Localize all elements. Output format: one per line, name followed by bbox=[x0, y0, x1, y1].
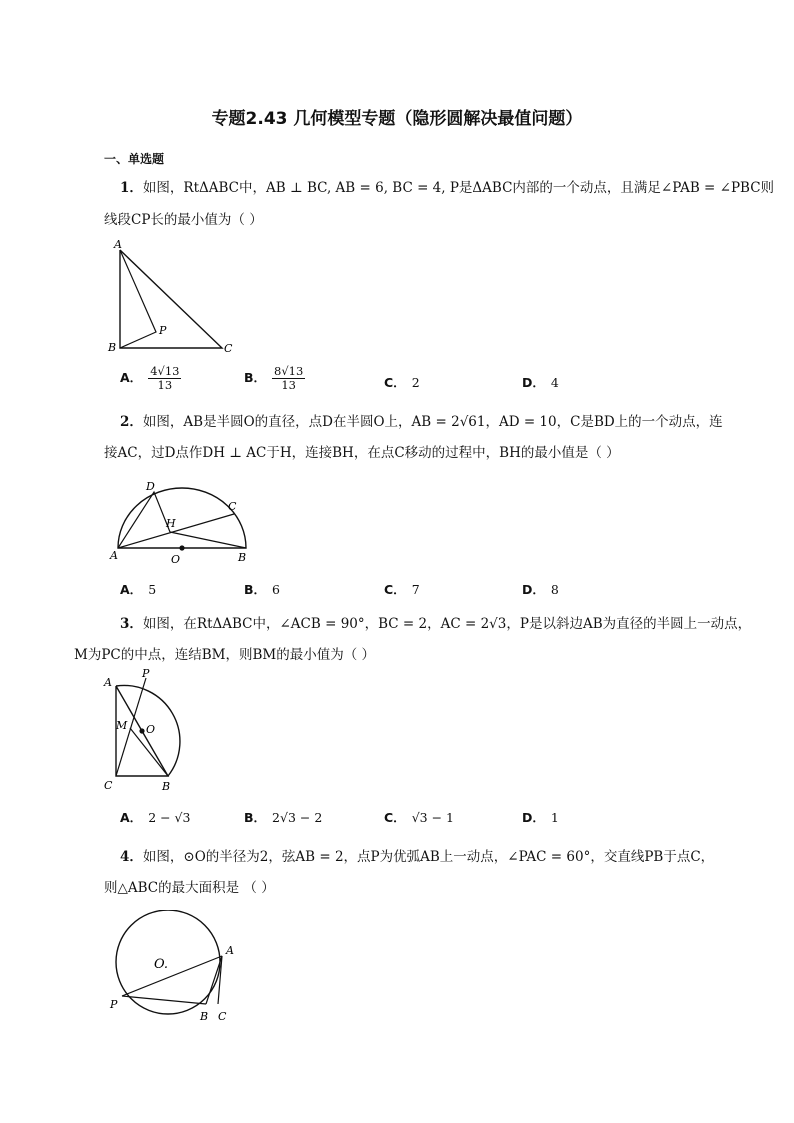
q3-option-b[interactable]: B． 2√3 − 2 bbox=[244, 810, 323, 825]
q4-line1 bbox=[120, 845, 714, 865]
q4-label-o: O. bbox=[154, 957, 169, 972]
q4-label-c: C bbox=[218, 1010, 227, 1023]
q3-label-o: O bbox=[146, 723, 156, 736]
q1-figure bbox=[100, 236, 250, 358]
q2-option-c[interactable]: C． 7 bbox=[384, 582, 420, 597]
q4-label-b: B bbox=[200, 1010, 209, 1023]
q1-text-line1: 如图，RtΔABC中，AB ⊥ BC, AB = 6, BC = 4, P是ΔABC内部的一个动点，且满足∠PAB = ∠PBC则 bbox=[142, 180, 775, 196]
q1-segments-ap-bp bbox=[120, 250, 156, 348]
section-heading: 一、单选题 bbox=[104, 152, 165, 166]
q3-option-d[interactable]: D． 1 bbox=[522, 810, 559, 825]
q1-text-line2: 线段CP长的最小值为（ ） bbox=[104, 212, 263, 228]
page-title: 专题2.43 几何模型专题（隐形圆解决最值问题） bbox=[211, 109, 583, 129]
q2-label-h: H bbox=[166, 517, 176, 530]
q2-option-b[interactable]: B． 6 bbox=[244, 582, 280, 597]
q1-option-a-fraction: $\frac{4√13}{13}$ bbox=[150, 364, 180, 392]
q3-label-c: C bbox=[104, 779, 113, 792]
q4-text-line1: 如图，⊙O的半径为2，弦AB = 2，点P为优弧AB上一动点，∠PAC = 60°，交直线PB于点C， bbox=[142, 849, 715, 865]
q3-text-line1: 如图，在RtΔABC中，∠ACB = 90°，BC = 2，AC = 2√3，P是以斜边AB为直径的半圆上一动点， bbox=[142, 616, 752, 632]
q3-label-m: M bbox=[116, 719, 128, 732]
q1-line1 bbox=[120, 176, 774, 196]
q2-line1 bbox=[120, 410, 723, 430]
q2-label-d: D bbox=[146, 480, 155, 493]
q2-number: 2． bbox=[120, 414, 143, 430]
q2-label-a: A bbox=[110, 549, 118, 562]
q1-label-a: A bbox=[114, 238, 122, 251]
q1-label-p: P bbox=[159, 324, 167, 337]
q3-label-b: B bbox=[162, 780, 171, 793]
q4-segments-ab-ac bbox=[206, 956, 222, 1004]
q1-option-b-fraction: $\frac{8√13}{13}$ bbox=[274, 364, 304, 392]
q2-text-line1: 如图，AB是半圆O的直径，点D在半圆O上，AB = 2√61，AD = 10，C是BD上的一个动点，连 bbox=[142, 414, 723, 430]
q2-text-line2: 接AC，过D点作DH ⊥ AC于H，连接BH，在点C移动的过程中，BH的最小值是（ ） bbox=[104, 445, 620, 461]
q2-label-o: O bbox=[171, 553, 181, 566]
q1-triangle bbox=[120, 250, 222, 348]
q2-option-a[interactable]: A． 5 bbox=[120, 582, 157, 597]
q1-option-d[interactable]: D． 4 bbox=[522, 375, 559, 390]
q3-option-a[interactable]: A． 2 − √3 bbox=[120, 810, 191, 825]
q4-number: 4． bbox=[120, 849, 143, 865]
q2-label-b: B bbox=[238, 551, 247, 564]
q1-option-b[interactable]: B． $\frac{8√13}{13}$ bbox=[244, 364, 304, 392]
q2-label-c: C bbox=[228, 500, 237, 513]
q4-label-p: P bbox=[110, 998, 118, 1011]
q4-text-line2: 则△ABC的最大面积是 （ ） bbox=[104, 880, 275, 896]
q2-segment-ac bbox=[118, 514, 234, 548]
q1-label-b: B bbox=[108, 341, 117, 354]
q1-number: 1． bbox=[120, 180, 143, 196]
q1-option-a[interactable]: A． $\frac{4√13}{13}$ bbox=[120, 364, 180, 392]
q2-option-d[interactable]: D． 8 bbox=[522, 582, 559, 597]
q3-label-p: P bbox=[142, 667, 150, 680]
q4-segment-pa bbox=[122, 956, 222, 996]
q4-segment-pc bbox=[122, 996, 206, 1004]
q1-label-c: C bbox=[224, 342, 233, 355]
q3-figure bbox=[96, 666, 206, 796]
q4-label-a: A bbox=[226, 944, 234, 957]
q3-line1 bbox=[120, 612, 751, 632]
q4-figure bbox=[104, 910, 254, 1026]
q2-center-dot bbox=[179, 545, 184, 550]
q3-text-line2: M为PC的中点，连结BM，则BM的最小值为（ ） bbox=[74, 647, 376, 663]
q3-option-c[interactable]: C． √3 − 1 bbox=[384, 810, 454, 825]
q1-option-c[interactable]: C． 2 bbox=[384, 375, 420, 390]
q3-center-dot bbox=[139, 728, 144, 733]
q3-number: 3． bbox=[120, 616, 143, 632]
q3-label-a: A bbox=[104, 676, 112, 689]
q2-figure bbox=[108, 476, 258, 568]
